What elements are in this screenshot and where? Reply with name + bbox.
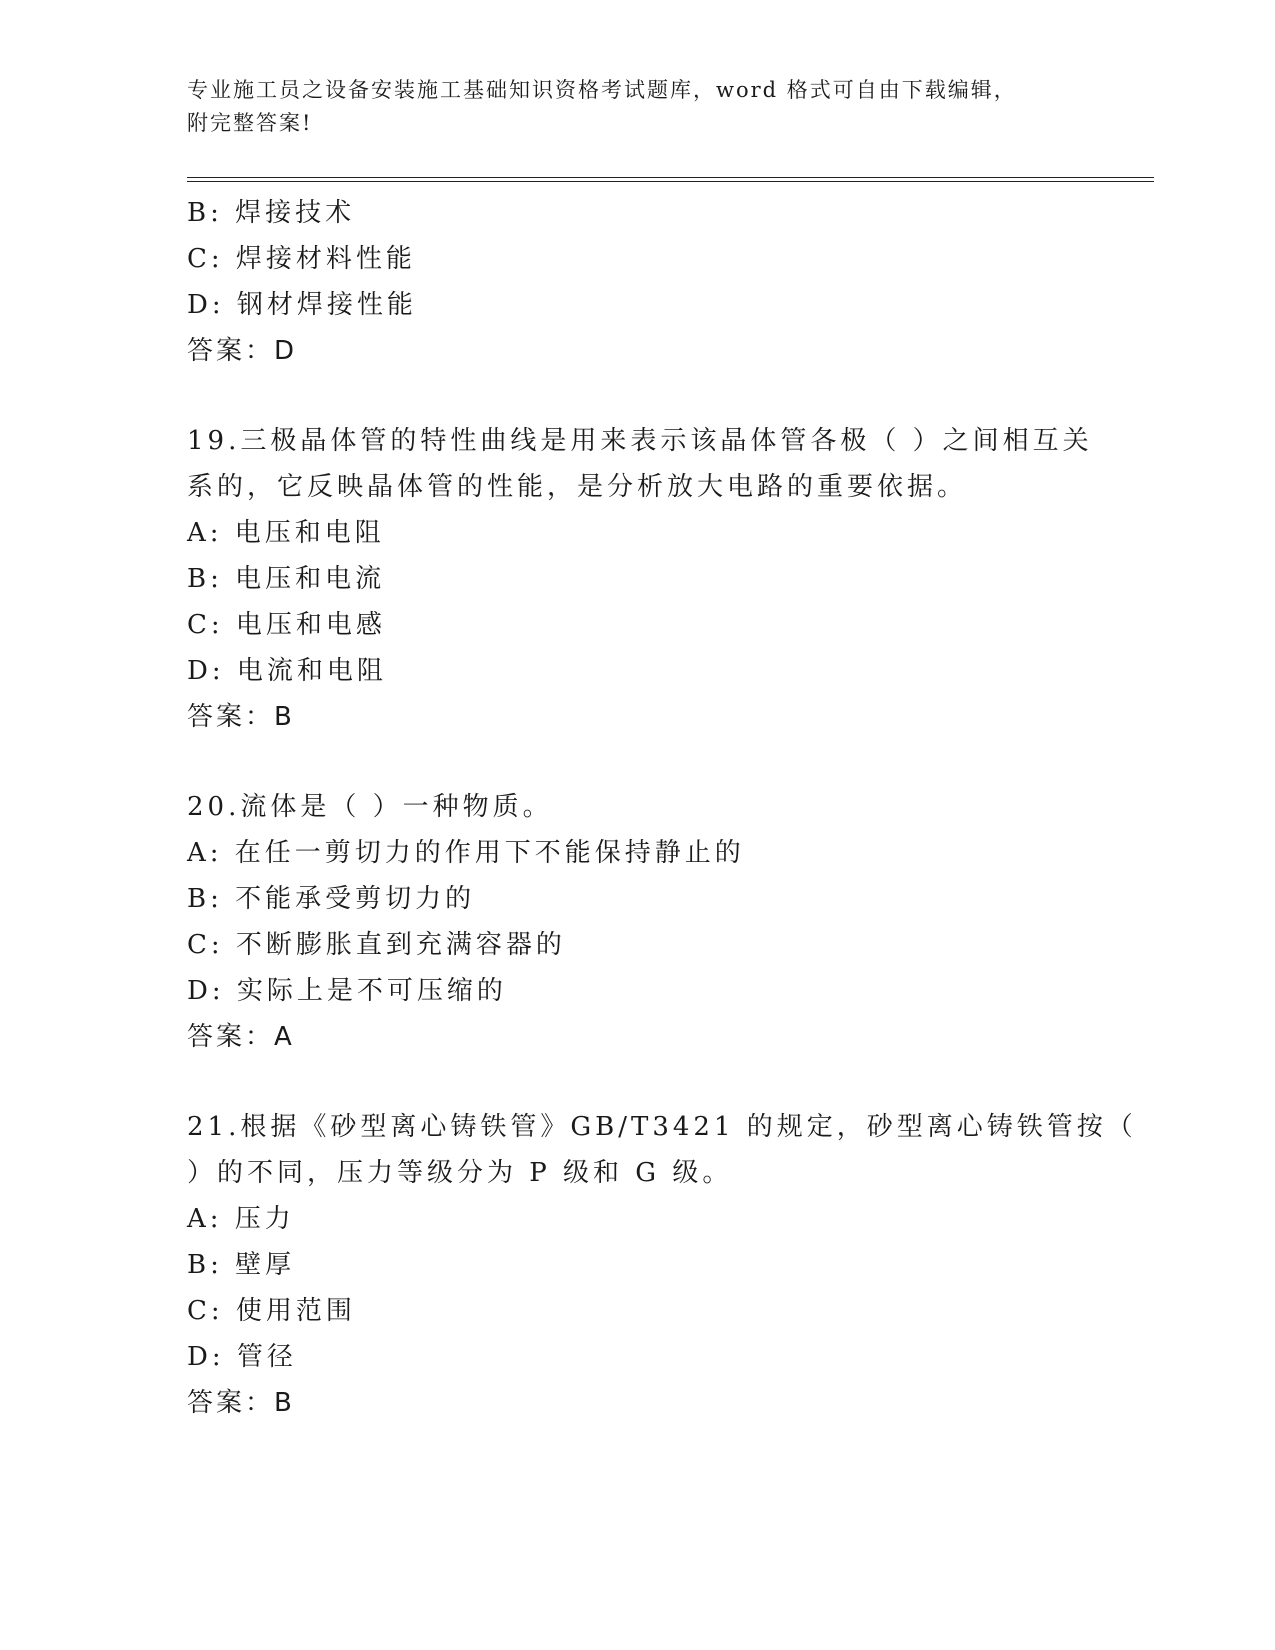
option-b: B: 壁厚 <box>187 1250 296 1280</box>
option-d: D: 钢材焊接性能 <box>187 290 417 320</box>
answer-line: 答案：B <box>187 1388 295 1418</box>
option-a: A: 在任一剪切力的作用下不能保持静止的 <box>187 838 745 868</box>
question-block-partial <box>187 190 1087 374</box>
header-line-2: 附完整答案! <box>187 111 313 135</box>
option-c: C: 焊接材料性能 <box>187 244 416 274</box>
answer-line: 答案：B <box>187 702 295 732</box>
header-line-1: 专业施工员之设备安装施工基础知识资格考试题库，word 格式可自由下载编辑， <box>187 78 1017 102</box>
option-c: C: 使用范围 <box>187 1296 356 1326</box>
option-a: A: 电压和电阻 <box>187 518 385 548</box>
option-b: B: 焊接技术 <box>187 198 356 228</box>
question-block-19 <box>187 418 1093 740</box>
option-d: D: 电流和电阻 <box>187 656 387 686</box>
option-b: B: 不能承受剪切力的 <box>187 884 476 914</box>
option-a: A: 压力 <box>187 1204 295 1234</box>
option-d: D: 实际上是不可压缩的 <box>187 976 507 1006</box>
question-text-line: 系的，它反映晶体管的性能，是分析放大电路的重要依据。 <box>187 472 968 502</box>
question-text-line: 19.三极晶体管的特性曲线是用来表示该晶体管各极（ ）之间相互关 <box>187 426 1093 456</box>
option-c: C: 不断膨胀直到充满容器的 <box>187 930 566 960</box>
header-divider-top <box>187 177 1154 178</box>
option-c: C: 电压和电感 <box>187 610 386 640</box>
question-list <box>187 190 1137 1426</box>
answer-line: 答案：D <box>187 336 298 366</box>
question-text-line: 21.根据《砂型离心铸铁管》GB/T3421 的规定，砂型离心铸铁管按（ <box>187 1112 1137 1142</box>
option-d: D: 管径 <box>187 1342 297 1372</box>
question-text-line: ）的不同，压力等级分为 P 级和 G 级。 <box>187 1158 733 1188</box>
question-block-20 <box>187 784 1087 1060</box>
question-text-line: 20.流体是（ ）一种物质。 <box>187 792 553 822</box>
question-block-21 <box>187 1104 1137 1426</box>
answer-line: 答案：A <box>187 1022 295 1052</box>
document-header <box>187 74 1087 140</box>
option-b: B: 电压和电流 <box>187 564 386 594</box>
header-divider-bottom <box>187 181 1154 182</box>
